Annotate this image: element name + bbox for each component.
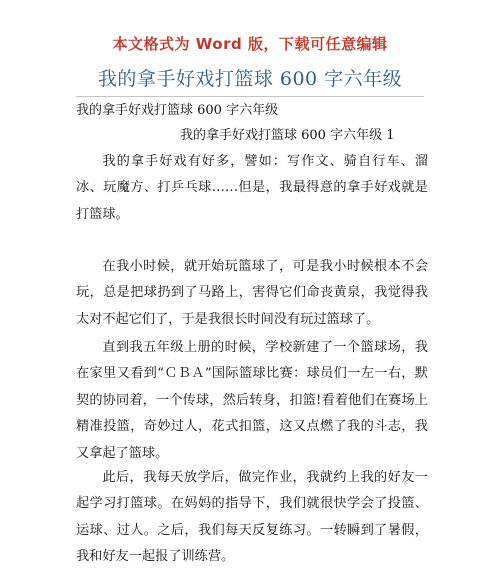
- format-banner: 本文格式为 Word 版，下载可任意编辑: [112, 35, 388, 53]
- title-divider: [76, 96, 424, 97]
- body-paragraph-3: 直到我五年级上册的时候，学校新建了一个篮球场，我在家里又看到“ＣＢＡ”国际篮球比赛：球员们一左一右，默契的协同着，一个传球，然后转身，扣篮!看着他们在赛场上精准投篮，奇妙过人，花式扣篮，这又点燃了我的斗志，我又拿起了篮球。: [76, 340, 428, 461]
- section-subheading: 我的拿手好戏打篮球 600 字六年级 1: [180, 128, 395, 143]
- body-paragraph-4: 此后，我每天放学后，做完作业，我就约上我的好友一起学习打篮球。在妈妈的指导下，我们就很快学会了投篮、运球、过人。之后，我们每天反复练习。一转瞬到了暑假，我和好友一起报了训练营。: [76, 470, 428, 565]
- body-paragraph-2: 在我小时候，就开始玩篮球了，可是我小时候根本不会玩，总是把球扔到了马路上，害得它们命丧黄泉，我觉得我太对不起它们了，于是我很长时间没有玩过篮球了。: [76, 259, 428, 327]
- section-heading: 我的拿手好戏打篮球 600 字六年级: [76, 103, 279, 118]
- body-paragraph-1: 我的拿手好戏有好多，譬如：写作文、骑自行车、溜冰、玩魔方、打乒乓球……但是，我最得意的拿手好戏就是打篮球。: [76, 154, 428, 222]
- document-title: 我的拿手好戏打篮球 600 字六年级: [97, 68, 403, 90]
